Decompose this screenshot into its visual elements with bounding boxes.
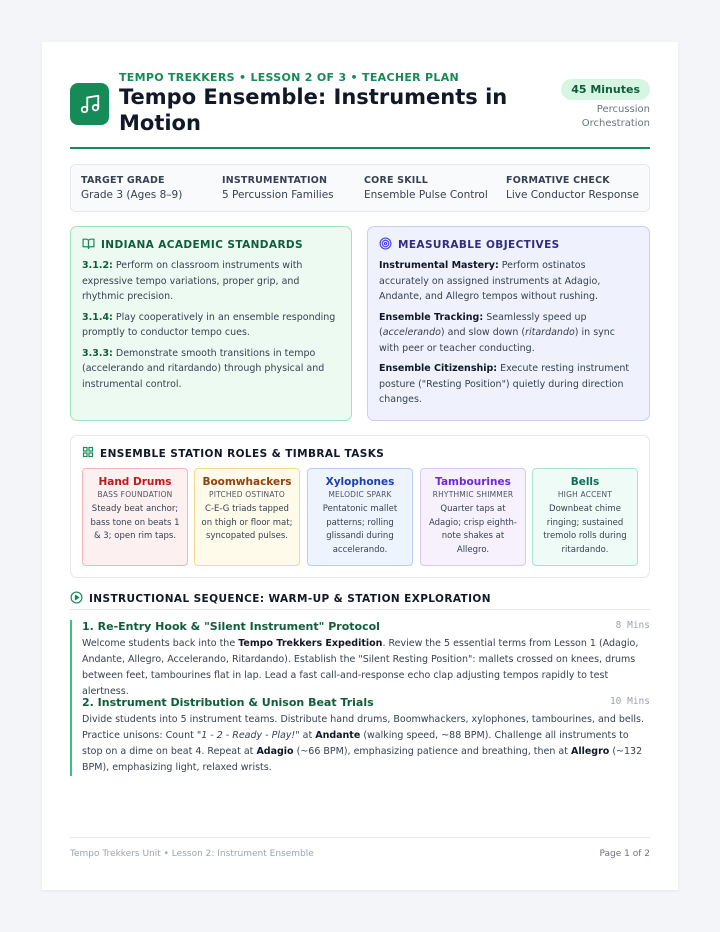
stations-card <box>70 435 650 578</box>
standard-item <box>82 258 340 305</box>
meta-label: FORMATIVE CHECK <box>506 175 610 186</box>
standard-text: Demonstrate smooth transitions in tempo (accelerando and ritardando) through physical and instrumental control. <box>82 347 325 390</box>
lesson-focus <box>530 103 650 131</box>
station-name: Boomwhackers <box>202 476 292 488</box>
objective-item <box>379 310 638 357</box>
standard-code: 3.3.3: <box>82 347 113 359</box>
objectives-card <box>367 226 650 421</box>
target-icon <box>379 237 392 253</box>
station-desc: C-E-G triads tapped on thigh or floor mat; syncopated pulses. <box>201 504 293 541</box>
station-name: Hand Drums <box>98 476 172 488</box>
sequence-divider <box>70 609 650 610</box>
meta-label: TARGET GRADE <box>81 175 165 186</box>
lesson-meta-bar <box>70 164 650 212</box>
objective-text: Perform ostinatos accurately on assigned instruments at Adagio, Andante, and Allegro tempos without rushing. <box>379 260 601 302</box>
step-text: Welcome students back into the <box>82 638 239 649</box>
station-role: HIGH ACCENT <box>557 490 613 499</box>
objectives-heading-text: MEASURABLE OBJECTIVES <box>398 239 560 251</box>
meta-value: Ensemble Pulse Control <box>364 189 488 201</box>
station-desc: Pentatonic mallet patterns; rolling glissandi during accelerando. <box>322 504 398 555</box>
objective-label: Ensemble Citizenship: <box>379 363 498 374</box>
sequence-heading <box>70 591 491 607</box>
station-hand-drums <box>82 468 188 566</box>
station-name: Xylophones <box>325 476 395 488</box>
station-boomwhackers <box>194 468 300 566</box>
objective-term: accelerando <box>382 327 441 338</box>
meta-instrumentation <box>222 175 334 201</box>
sequence-heading-text: INSTRUCTIONAL SEQUENCE: WARM-UP & STATION EXPLORATION <box>89 593 491 605</box>
station-name: Bells <box>570 476 600 488</box>
step-title: 1. Re-Entry Hook & "Silent Instrument" Protocol <box>82 620 380 633</box>
objective-item <box>379 258 638 305</box>
step-emphasis: Andante <box>315 730 361 741</box>
objective-label: Ensemble Tracking: <box>379 311 484 323</box>
meta-target-grade <box>81 175 182 201</box>
objective-label: Instrumental Mastery: <box>379 260 499 271</box>
station-row <box>82 468 638 566</box>
station-desc: Steady beat anchor; bass tone on beats 1 & 3; open rim taps. <box>90 504 180 541</box>
footer-divider <box>70 837 650 838</box>
standards-heading <box>82 237 340 253</box>
focus-line-2: Orchestration <box>581 118 650 129</box>
step-text: Divide students into 5 instrument teams. Distribute hand drums, Boomwhackers, xylophones, tambourines, and bells. Practice unisons: Count <box>82 714 644 741</box>
standards-heading-text: INDIANA ACADEMIC STANDARDS <box>101 239 304 251</box>
lesson-plan-page <box>42 42 678 890</box>
step-body <box>82 712 650 776</box>
footer-unit-label: Tempo Trekkers Unit • Lesson 2: Instrument Ensemble <box>70 849 314 859</box>
step-emphasis: Allegro <box>570 746 610 757</box>
book-icon <box>82 237 95 253</box>
step-text: (~132 BPM), emphasizing light, relaxed wrists. <box>82 746 643 773</box>
standard-item <box>82 310 340 341</box>
page-number: Page 1 of 2 <box>599 849 650 859</box>
step-text: (~66 BPM), emphasizing patience and breathing, then at <box>293 746 571 757</box>
station-bells <box>532 468 638 566</box>
lesson-header <box>70 70 650 150</box>
objective-item <box>379 361 638 408</box>
meta-label: CORE SKILL <box>364 175 429 186</box>
objective-text: ) in sync with peer or teacher conducting. <box>379 327 616 354</box>
step-body <box>82 636 650 700</box>
meta-core-skill <box>364 175 488 201</box>
station-role: BASS FOUNDATION <box>97 490 173 499</box>
station-role: RHYTHMIC SHIMMER <box>432 490 514 499</box>
header-divider <box>70 147 650 149</box>
standard-text: Play cooperatively in an ensemble responding promptly to conductor tempo cues. <box>82 311 336 338</box>
duration-badge: 45 Minutes <box>561 79 650 100</box>
step-count-phrase: "1 - 2 - Ready - Play!" <box>196 730 300 741</box>
step-text: (walking speed, ~88 BPM). Challenge all instruments to stop on a dime on beat 4. Repeat at <box>82 730 629 757</box>
station-desc: Quarter taps at Adagio; crisp eighth-note shakes at Allegro. <box>428 504 517 555</box>
step-title: 2. Instrument Distribution & Unison Beat Trials <box>82 696 374 709</box>
objective-text: ) and slow down ( <box>440 327 526 338</box>
page-title: Tempo Ensemble: Instruments in Motion <box>119 85 508 135</box>
meta-value: Grade 3 (Ages 8–9) <box>81 189 183 201</box>
meta-value: Live Conductor Response <box>506 189 639 201</box>
music-note-icon <box>70 83 109 125</box>
lesson-eyebrow: TEMPO TREKKERS • LESSON 2 OF 3 • TEACHER PLAN <box>119 71 460 84</box>
standards-card <box>70 226 352 421</box>
standard-text: Perform on classroom instruments with expressive tempo variations, proper grip, and rhythmic precision. <box>82 260 303 302</box>
play-circle-icon <box>70 591 83 607</box>
standard-code: 3.1.2: <box>82 260 113 271</box>
objective-term: ritardando <box>525 327 575 338</box>
step-emphasis: Adagio <box>256 746 294 757</box>
stations-heading-text: ENSEMBLE STATION ROLES & TIMBRAL TASKS <box>100 447 385 460</box>
sequence-step-1 <box>70 620 650 700</box>
standard-item <box>82 346 340 393</box>
station-tambourines <box>420 468 526 566</box>
step-duration: 8 Mins <box>615 620 650 631</box>
meta-label: INSTRUMENTATION <box>222 175 328 186</box>
objective-text: Seamlessly speed up ( <box>379 311 587 338</box>
objective-text: Execute resting instrument posture ("Resting Position") quietly during direction changes. <box>379 363 630 405</box>
step-text: . Review the 5 essential terms from Lesson 1 (Adagio, Andante, Allegro, Accelerando, Ritardando). Establish the "Silent Resting Position": mallets crossed on knees, drums between feet, tambourines flat in lap. Lead a fast call-and-response echo clap adjusting tempos rapidly to test alertness. <box>82 638 639 697</box>
standard-code: 3.1.4: <box>82 311 113 323</box>
meta-formative-check <box>506 175 639 201</box>
objectives-heading <box>379 237 638 253</box>
meta-value: 5 Percussion Families <box>222 189 334 201</box>
station-name: Tambourines <box>435 476 511 488</box>
station-role: PITCHED OSTINATO <box>209 490 285 499</box>
stations-heading <box>82 446 638 461</box>
station-role: MELODIC SPARK <box>328 490 392 499</box>
step-text: at <box>299 730 316 741</box>
sequence-step-2 <box>70 696 650 776</box>
step-emphasis: Tempo Trekkers Expedition <box>238 638 383 649</box>
focus-line-1: Percussion <box>596 104 650 115</box>
station-xylophones <box>307 468 413 566</box>
station-desc: Downbeat chime ringing; sustained tremolo rolls during ritardando. <box>543 504 627 555</box>
grid-icon <box>82 446 94 461</box>
step-duration: 10 Mins <box>609 696 650 707</box>
